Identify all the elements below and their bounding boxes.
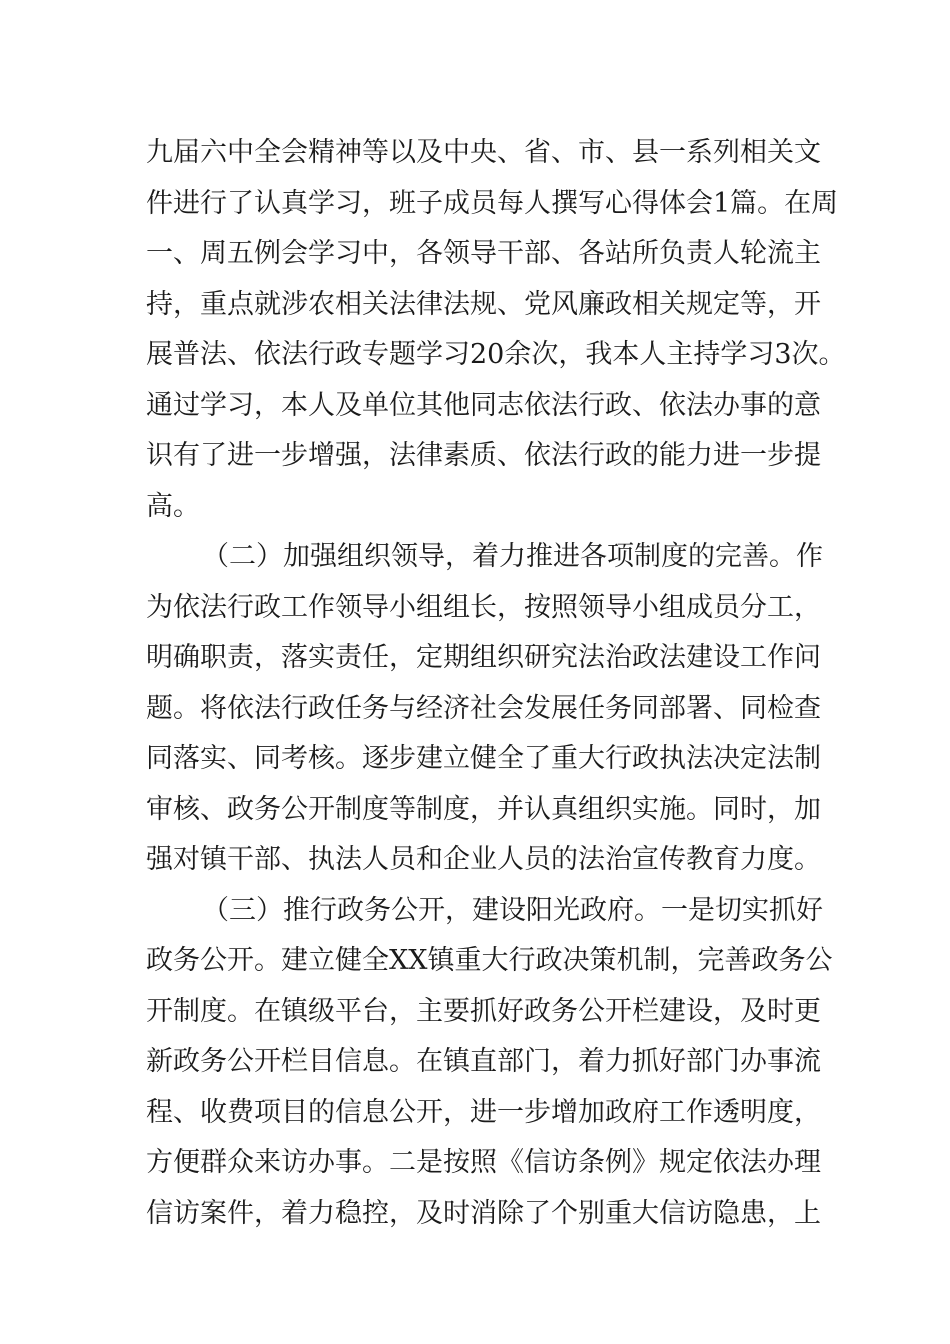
paragraph-line: 新政务公开栏目信息。在镇直部门，着力抓好部门办事流 (146, 1046, 821, 1077)
paragraph-line: 识有了进一步增强，法律素质、依法行政的能力进一步提 (146, 440, 821, 471)
paragraph-line: 强对镇干部、执法人员和企业人员的法治宣传教育力度。 (146, 844, 821, 875)
document-body-text (146, 128, 846, 1239)
paragraph-line: 为依法行政工作领导小组组长，按照领导小组成员分工， (146, 591, 821, 623)
paragraph-line: 通过学习，本人及单位其他同志依法行政、依法办事的意 (146, 389, 821, 421)
paragraph-line: 九届六中全会精神等以及中央、省、市、县一系列相关文 (146, 137, 821, 168)
paragraph-line: 同落实、同考核。逐步建立健全了重大行政执法决定法制 (146, 743, 821, 774)
paragraph-line: 程、收费项目的信息公开，进一步增加政府工作透明度， (146, 1096, 821, 1128)
paragraph-first-line: （三）推行政务公开，建设阳光政府。一是切实抓好 (202, 894, 823, 926)
paragraph-first-line: （二）加强组织领导，着力推进各项制度的完善。作 (202, 541, 823, 572)
paragraph-line: 一、周五例会学习中，各领导干部、各站所负责人轮流主 (146, 238, 821, 269)
paragraph-line: 题。将依法行政任务与经济社会发展任务同部署、同检查 (146, 692, 821, 724)
paragraph-line: 政务公开。建立健全XX镇重大行政决策机制，完善政务公 (146, 945, 833, 976)
paragraph-line: 明确职责，落实责任，定期组织研究法治政法建设工作问 (146, 642, 821, 673)
paragraph-line: 件进行了认真学习，班子成员每人撰写心得体会1篇。在周 (146, 187, 839, 219)
paragraph-line: 展普法、依法行政专题学习20余次，我本人主持学习3次。 (146, 339, 846, 370)
paragraph-line: 开制度。在镇级平台，主要抓好政务公开栏建设，及时更 (146, 995, 821, 1027)
paragraph-line: 高。 (146, 490, 200, 522)
paragraph-line: 信访案件，着力稳控，及时消除了个别重大信访隐患，上 (146, 1197, 821, 1229)
paragraph-line: 持，重点就涉农相关法律法规、党风廉政相关规定等，开 (146, 288, 821, 320)
paragraph-line: 审核、政务公开制度等制度，并认真组织实施。同时，加 (146, 793, 821, 825)
paragraph-line: 方便群众来访办事。二是按照《信访条例》规定依法办理 (146, 1147, 821, 1178)
